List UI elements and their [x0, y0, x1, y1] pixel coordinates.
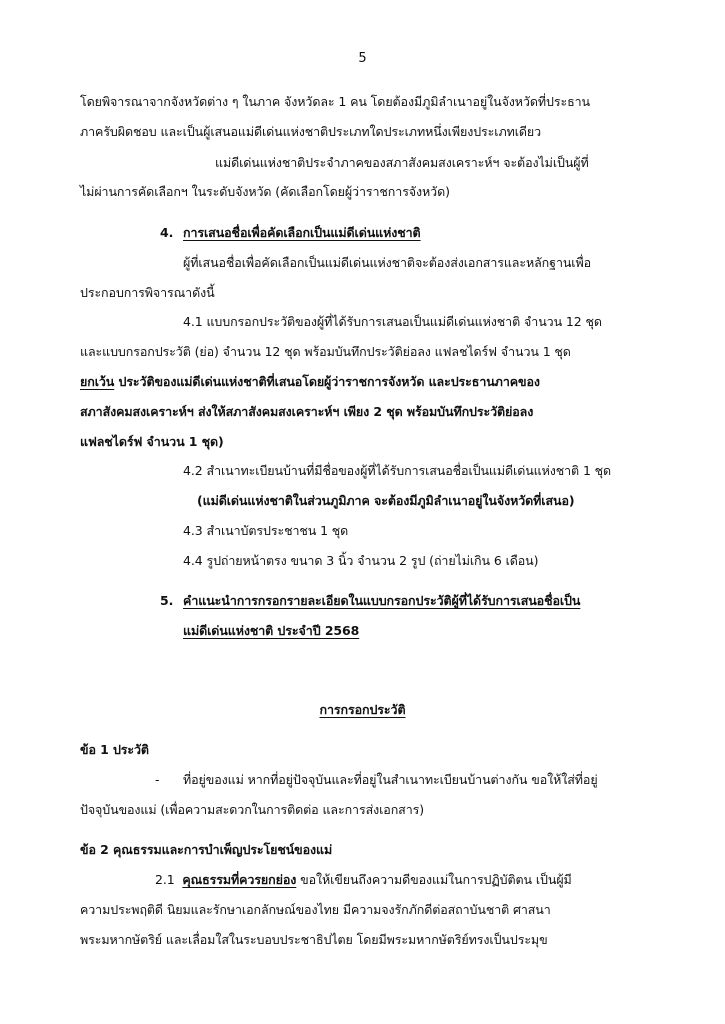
- section-5-title-line-2: แม่ดีเด่นแห่งชาติ ประจำปี 2568: [183, 623, 360, 638]
- item-4-4: 4.4 รูปถ่ายหน้าตรง ขนาด 3 นิ้ว จำนวน 2 รูป (ถ่ายไม่เกิน 6 เดือน): [183, 553, 539, 568]
- item-4-2-line-2: (แม่ดีเด่นแห่งชาติในส่วนภูมิภาค จะต้องมีภูมิลำเนาอยู่ในจังหวัดที่เสนอ): [197, 493, 575, 508]
- clause-2-1-line-1-rest: ขอให้เขียนถึงความดีของแม่ในการปฏิบัติตน เป็นผู้มี: [296, 872, 572, 887]
- section-4-title: การเสนอชื่อเพื่อคัดเลือกเป็นแม่ดีเด่นแห่งชาติ: [183, 225, 421, 240]
- item-4-1-line-3-rest: ประวัติของแม่ดีเด่นแห่งชาติที่เสนอโดยผู้ว่าราชการจังหวัด และประธานภาคของ: [114, 374, 540, 389]
- clause-1-title: ข้อ 1 ประวัติ: [80, 742, 149, 757]
- intro-line-3: แม่ดีเด่นแห่งชาติประจำภาคของสภาสังคมสงเคราะห์ฯ จะต้องไม่เป็นผู้ที่: [215, 155, 589, 170]
- intro-line-4: ไม่ผ่านการคัดเลือกฯ ในระดับจังหวัด (คัดเลือกโดยผู้ว่าราชการจังหวัด): [80, 184, 450, 199]
- intro-line-1: โดยพิจารณาจากจังหวัดต่าง ๆ ในภาค จังหวัดละ 1 คน โดยต้องมีภูมิลำเนาอยู่ในจังหวัดที่ประธาน: [80, 94, 590, 109]
- clause-2-title: ข้อ 2 คุณธรรมและการบำเพ็ญประโยชน์ของแม่: [80, 842, 333, 857]
- item-4-1-line-3: [80, 373, 540, 391]
- intro-line-2: ภาครับผิดชอบ และเป็นผู้เสนอแม่ดีเด่นแห่งชาติประเภทใดประเภทหนึ่งเพียงประเภทเดียว: [80, 124, 542, 139]
- item-4-2-line-1: 4.2 สำเนาทะเบียนบ้านที่มีชื่อของผู้ที่ได้รับการเสนอชื่อเป็นแม่ดีเด่นแห่งชาติ 1 ชุด: [183, 463, 612, 478]
- item-4-1-line-5: แฟลชไดร์ฟ จำนวน 1 ชุด): [80, 434, 224, 449]
- clause-2-1-line-2: ความประพฤติดี นิยมและรักษาเอกลักษณ์ของไทย มีความจงรักภักดีต่อสถาบันชาติ ศาสนา: [80, 902, 551, 917]
- section-5-number: 5.: [160, 593, 174, 608]
- clause-2-1-title: คุณธรรมที่ควรยกย่อง: [182, 872, 297, 887]
- section-4-intro-line-1: ผู้ที่เสนอชื่อเพื่อคัดเลือกเป็นแม่ดีเด่นแห่งชาติจะต้องส่งเอกสารและหลักฐานเพื่อ: [183, 255, 592, 270]
- page-number: 5: [358, 51, 367, 66]
- item-4-1-line-2: และแบบกรอกประวัติ (ย่อ) จำนวน 12 ชุด พร้อมบันทึกประวัติย่อลง แฟลชไดร์ฟ จำนวน 1 ชุด: [80, 344, 571, 359]
- clause-1-bullet: -: [155, 772, 160, 787]
- section-4-intro-line-2: ประกอบการพิจารณาดังนี้: [80, 285, 215, 300]
- section-5-title-line-1: คำแนะนำการกรอกรายละเอียดในแบบกรอกประวัติผู้ที่ได้รับการเสนอชื่อเป็น: [183, 593, 581, 608]
- clause-1-line-2: ปัจจุบันของแม่ (เพื่อความสะดวกในการติดต่อ และการส่งเอกสาร): [80, 802, 425, 817]
- fill-history-heading: การกรอกประวัติ: [319, 702, 406, 717]
- clause-2-1-line-3: พระมหากษัตริย์ และเลื่อมใสในระบอบประชาธิปไตย โดยมีพระมหากษัตริย์ทรงเป็นประมุข: [80, 932, 548, 947]
- section-4-number: 4.: [160, 225, 174, 240]
- clause-2-1-number: 2.1: [155, 872, 175, 887]
- clause-2-1-line-1: [155, 871, 572, 889]
- item-4-1-line-1: 4.1 แบบกรอกประวัติของผู้ที่ได้รับการเสนอเป็นแม่ดีเด่นแห่งชาติ จำนวน 12 ชุด: [183, 314, 602, 329]
- except-label: ยกเว้น: [80, 374, 115, 389]
- clause-1-line-1: ที่อยู่ของแม่ หากที่อยู่ปัจจุบันและที่อยู่ในสำเนาทะเบียนบ้านต่างกัน ขอให้ใส่ที่อยู่: [183, 772, 598, 787]
- item-4-3: 4.3 สำเนาบัตรประชาชน 1 ชุด: [183, 523, 349, 538]
- item-4-1-line-4: สภาสังคมสงเคราะห์ฯ ส่งให้สภาสังคมสงเคราะห์ฯ เพียง 2 ชุด พร้อมบันทึกประวัติย่อลง: [80, 404, 534, 419]
